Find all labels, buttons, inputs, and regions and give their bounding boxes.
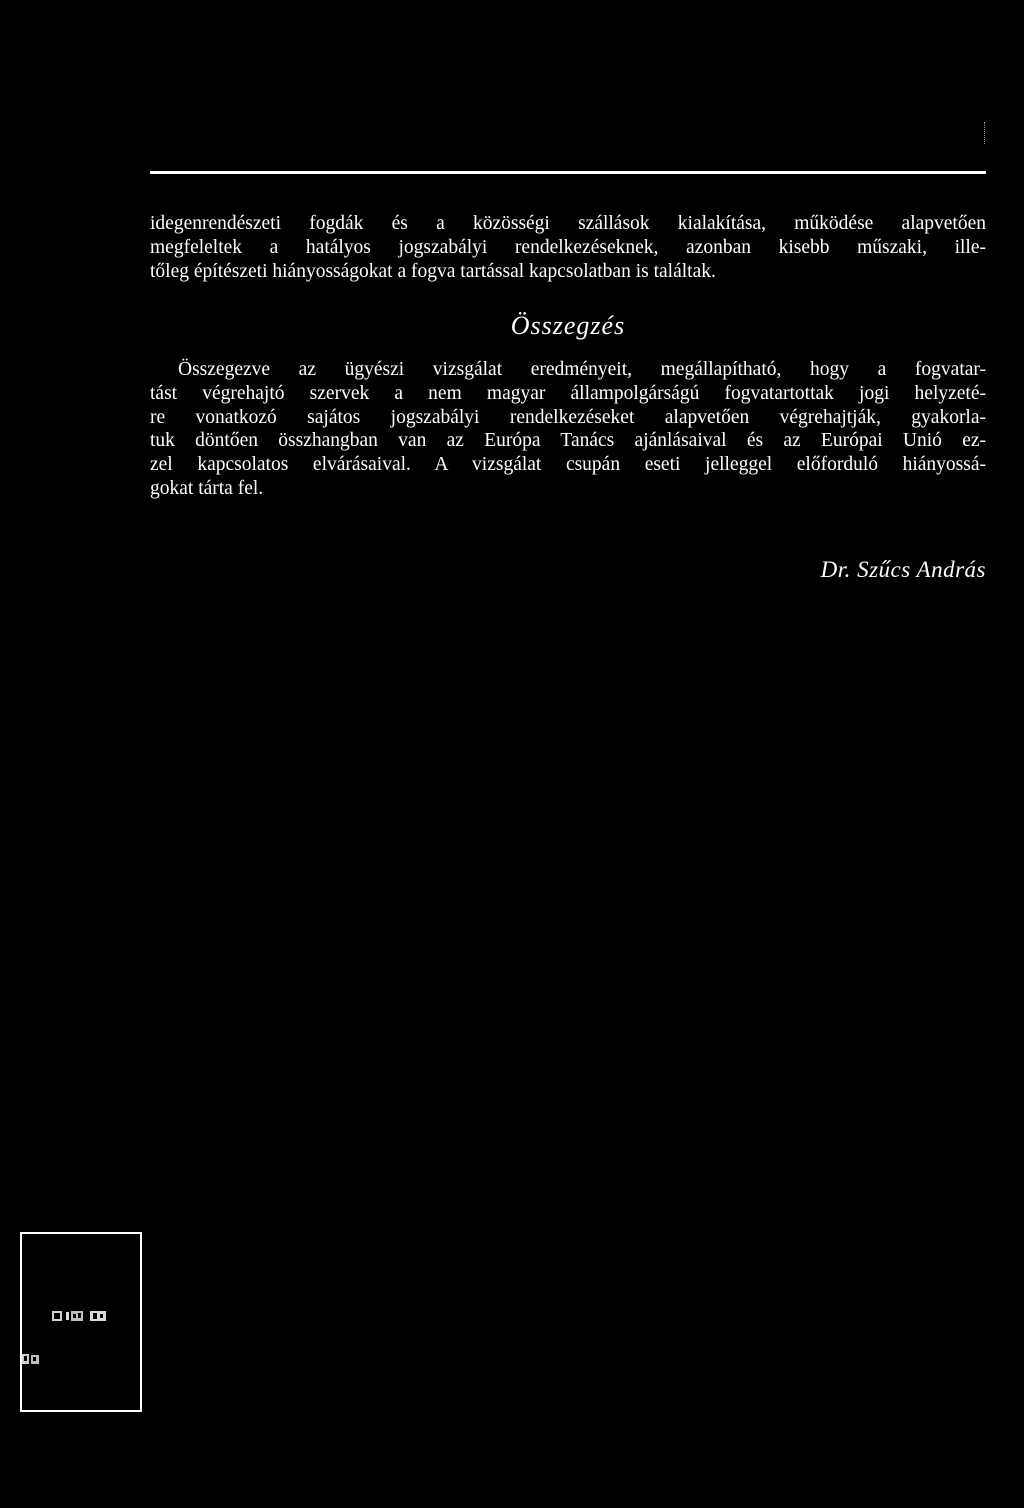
section-heading: Összegzés — [510, 311, 626, 340]
stamp-marks — [52, 1310, 110, 1322]
paragraph-line: tőleg építészeti hiányosságokat a fogva tartással kapcsolatban is találtak. — [150, 260, 716, 282]
paragraph-line: zel kapcsolatos elvárásaival. A vizsgálat csupán eseti jelleggel előforduló hiányossá- — [150, 454, 986, 476]
paragraph-line: gokat tárta fel. — [150, 477, 264, 499]
stamp-box — [20, 1232, 142, 1412]
paragraph-line: idegenrendészeti fogdák és a közösségi szállások kialakítása, működése alapvetően — [150, 213, 986, 234]
paragraph-line: Összegezve az ügyészi vizsgálat eredményeit, megállapítható, hogy a fogvatar- — [178, 359, 986, 380]
stamp-marks — [22, 1354, 40, 1364]
paragraph-line: megfeleltek a hatályos jogszabályi rendelkezéseknek, azonban kisebb műszaki, ille- — [150, 236, 986, 258]
paragraph-line: re vonatkozó sajátos jogszabályi rendelkezéseket alapvetően végrehajtják, gyakorla- — [150, 406, 986, 428]
paragraph-line: tást végrehajtó szervek a nem magyar állampolgárságú fogvatartottak jogi helyzeté- — [150, 382, 986, 404]
paragraph-intro — [150, 212, 986, 283]
paragraph-line: tuk döntően összhangban van az Európa Tanács ajánlásaival és az Európai Unió ez- — [150, 430, 986, 452]
paragraph-summary — [150, 358, 986, 501]
header-rule — [150, 171, 986, 174]
margin-mark — [984, 122, 986, 144]
signature: Dr. Szűcs András — [820, 557, 986, 582]
